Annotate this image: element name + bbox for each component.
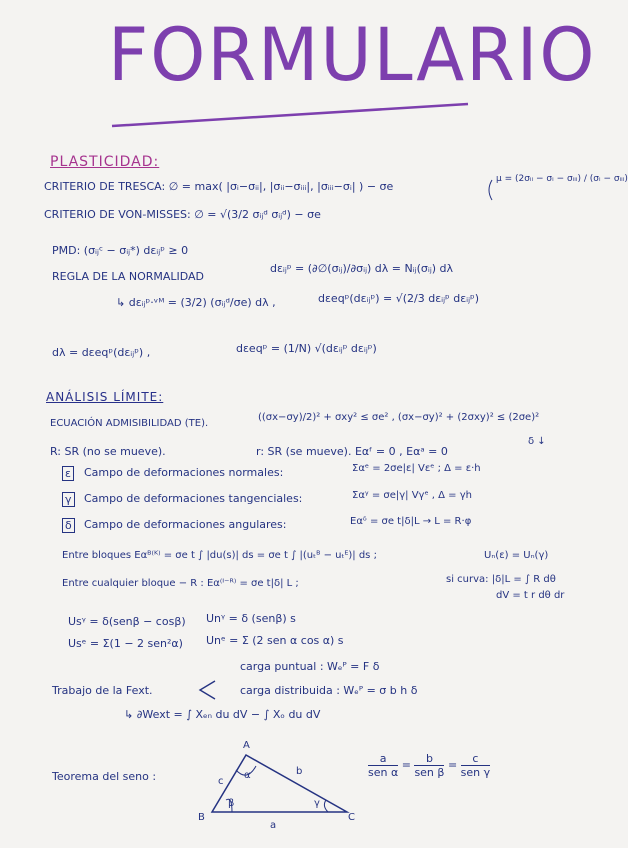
campo-normales-formula: Σαᵉ = 2σe|ε| Vεᵉ ; Δ = ε·h xyxy=(352,463,481,474)
pmd: PMD: (σᵢⱼᶜ − σᵢⱼ*) dεᵢⱼᵖ ≥ 0 xyxy=(52,244,189,257)
carga-distribuida: carga distribuida : Wₑᴾ = σ b h δ xyxy=(240,684,418,697)
un-gamma: Unᵞ = δ (senβ) s xyxy=(206,612,296,625)
tri-angle-gamma: γ xyxy=(314,798,320,809)
tri-vertex-b: B xyxy=(198,812,205,823)
entre-bloques: Entre bloques Eαᴮ⁽ᴷ⁾ = σe t ∫ |du(s)| ds = σe t ∫ |(uₜᴮ − uₜᴱ)| ds ; xyxy=(62,550,377,561)
arrow-ext: ↳ ∂Wext = ∫ Xₑₙ du dV − ∫ Xₒ du dV xyxy=(124,708,321,721)
sine-fraction-c: c sen γ xyxy=(460,752,491,779)
entre-bloques-right: Uₙ(ε) = Uₙ(γ) xyxy=(484,550,549,561)
campo-angulares: Campo de deformaciones angulares: xyxy=(84,518,287,531)
sup-note: δ ↓ xyxy=(528,436,546,447)
ec-admisibilidad: ECUACIÓN ADMISIBILIDAD (TE). xyxy=(50,418,209,429)
criterio-tresca: CRITERIO DE TRESCA: ∅ = max( |σᵢ−σᵢᵢ|, |σᵢᵢ−σᵢᵢᵢ|, |σᵢᵢᵢ−σᵢ| ) − σe xyxy=(44,180,394,193)
tri-angle-alpha: α xyxy=(244,770,251,781)
dlambda: dλ = dεeqᵖ(dεᵢⱼᵖ) , xyxy=(52,346,151,359)
eps-box: ε xyxy=(62,466,74,481)
tri-side-b: b xyxy=(296,766,303,777)
page-title: FORMULARIO xyxy=(108,11,597,99)
trabajo-label: Trabajo de la Fext. xyxy=(52,684,153,697)
tri-angle-beta: β xyxy=(228,798,235,809)
sine-fraction-a: a sen α xyxy=(368,752,399,779)
mu-formula: μ = (2σᵢᵢ − σᵢ − σᵢᵢᵢ) / (σᵢ − σᵢᵢᵢ) xyxy=(496,174,628,184)
tri-vertex-a: A xyxy=(243,740,250,751)
carga-puntual: carga puntual : Wₑᴾ = F δ xyxy=(240,660,380,673)
section-limite: ANÁLISIS LÍMITE: xyxy=(46,390,164,404)
us-gamma: Usᵞ = δ(senβ − cosβ) xyxy=(68,615,186,628)
campo-tangenciales: Campo de deformaciones tangenciales: xyxy=(84,492,303,505)
us-eps: Usᵉ = Σ(1 − 2 sen²α) xyxy=(68,637,183,650)
dlambda-b: dεeqᵖ = (1/N) √(dεᵢⱼᵖ dεᵢⱼᵖ) xyxy=(236,342,377,355)
te-formula: ((σx−σy)/2)² + σxy² ≤ σe² , (σx−σy)² + (2σxy)² ≤ (2σe)² xyxy=(258,412,540,423)
un-eps: Unᵉ = Σ (2 sen α cos α) s xyxy=(206,634,344,647)
r-sr2: r: SR (se mueve). Eαᶠ = 0 , Eαᵃ = 0 xyxy=(256,445,448,458)
teorema-seno: Teorema del seno : xyxy=(52,770,157,783)
tri-side-c: c xyxy=(218,776,224,787)
dv: dV = t r dθ dr xyxy=(496,590,565,601)
tri-side-a: a xyxy=(270,820,277,831)
section-plasticidad: PLASTICIDAD: xyxy=(50,154,160,170)
regla-normalidad: REGLA DE LA NORMALIDAD xyxy=(52,270,205,283)
deq: dεeqᵖ(dεᵢⱼᵖ) = √(2/3 dεᵢⱼᵖ dεᵢⱼᵖ) xyxy=(318,292,480,305)
tri-vertex-c: C xyxy=(348,812,355,823)
curva: si curva: |δ|L = ∫ R dθ xyxy=(446,574,556,585)
sine-law: a sen α = b sen β = c sen γ xyxy=(368,752,491,779)
campo-angulares-formula: Eαᵟ = σe t|δ|L → L = R·φ xyxy=(350,516,472,527)
r-sr: R: SR (no se mueve). xyxy=(50,445,166,458)
delta-box: δ xyxy=(62,518,75,533)
gamma-box: γ xyxy=(62,492,75,507)
vm-flow: ↳ dεᵢⱼᵖ·ᵛᴹ = (3/2) (σᵢⱼᵈ/σe) dλ , xyxy=(116,296,276,309)
normalidad-formula: dεᵢⱼᵖ = (∂∅(σᵢⱼ)/∂σᵢⱼ) dλ = Nᵢⱼ(σᵢⱼ) dλ xyxy=(270,262,454,275)
criterio-vonmises: CRITERIO DE VON-MISSES: ∅ = √(3/2 σᵢⱼᵈ σᵢⱼᵈ) − σe xyxy=(44,208,321,221)
campo-normales: Campo de deformaciones normales: xyxy=(84,466,284,479)
entre-cualquier: Entre cualquier bloque − R : Eα⁽ᴵ⁻ᴿ⁾ = σe t|δ| L ; xyxy=(62,578,299,589)
campo-tangenciales-formula: Σαᵞ = σe|γ| Vγᵉ , Δ = γh xyxy=(352,490,472,501)
sine-fraction-b: b sen β xyxy=(414,752,445,779)
